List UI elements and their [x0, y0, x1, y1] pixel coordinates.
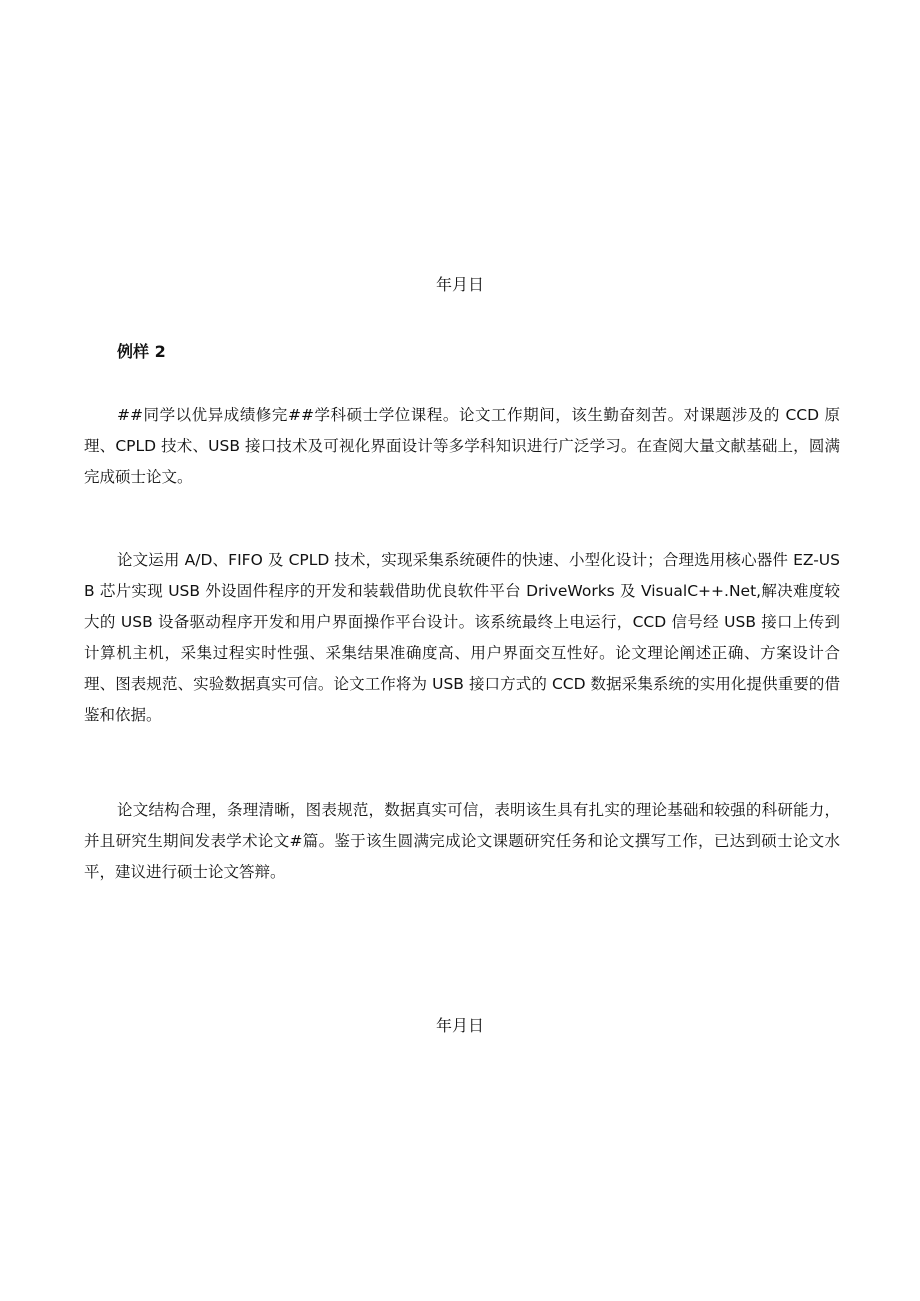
section-heading: 例样 2 [117, 342, 166, 361]
paragraph-technical: 论文运用 A/D、FIFO 及 CPLD 技术，实现采集系统硬件的快速、小型化设计；合理选用核心器件 EZ-USB 芯片实现 USB 外设固件程序的开发和装载借助优良软件平台 DriveWorks 及 VisualC++.Net,解决难度较大的 USB 设备驱动程序开发和用户界面操作平台设计。该系统最终上电运行，CCD 信号经 USB 接口上传到计算机主机，采集过程实时性强、采集结果准确度高、用户界面交互性好。论文理论阐述正确、方案设计合理、图表规范、实验数据真实可信。论文工作将为 USB 接口方式的 CCD 数据采集系统的实用化提供重要的借鉴和依据。 [84, 551, 840, 724]
date-line-bottom: 年月日 [435, 1016, 484, 1035]
paragraph-intro: ##同学以优异成绩修完##学科硕士学位课程。论文工作期间，该生勤奋刻苦。对课题涉及的 CCD 原理、CPLD 技术、USB 接口技术及可视化界面设计等多学科知识进行广泛学习。在查阅大量文献基础上，圆满完成硕士论文。 [84, 406, 840, 486]
paragraph-conclusion: 论文结构合理，条理清晰，图表规范，数据真实可信，表明该生具有扎实的理论基础和较强的科研能力，并且研究生期间发表学术论文#篇。鉴于该生圆满完成论文课题研究任务和论文撰写工作，已达到硕士论文水平，建议进行硕士论文答辩。 [84, 801, 840, 881]
date-line-top: 年月日 [435, 275, 484, 294]
